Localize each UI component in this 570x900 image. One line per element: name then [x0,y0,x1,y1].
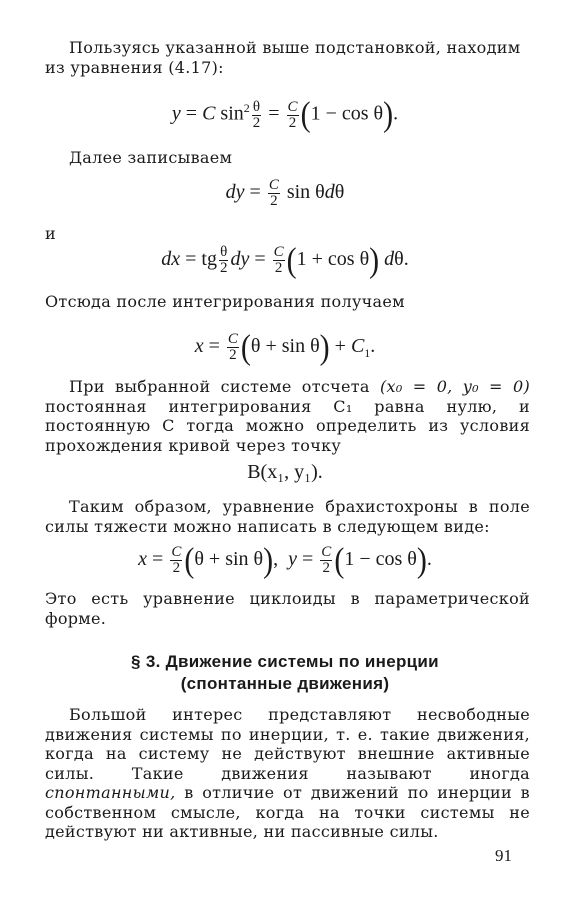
and-text: и [45,224,56,243]
equation-y: y = C $\sin^2$ $\frac{\theta}{2}$ = $\frac{C}{2}$ (1 − cos θ). [171,95,399,134]
origin-paragraph [45,377,530,455]
brachistochrone-paragraph: Таким образом, уравнение брахистохроны в поле силы тяжести можно написать в следующем виде: [45,497,530,536]
point-equation: B(x₁, y₁). [247,461,323,483]
equation-dy: dy = $\frac{C}{2}$ sin θdθ [225,177,345,209]
intro-line-2: из уравнения (4.17): [45,57,224,77]
body-paragraph [45,705,530,842]
intro-paragraph [45,38,530,77]
equation-x: x = $\frac{C}{2}$ $(\theta + \sin \theta) + C_1$. [194,327,376,366]
origin-text-2: постоянная интегрирования C₁ равна нулю, и постоянную C тогда можно определить из условия прохождения кривой через точку [45,396,530,455]
origin-condition: (x₀ = 0, y₀ = 0) [380,377,530,396]
body-italic-term: спонтанными, [45,783,176,802]
section-heading [0,651,570,695]
equation-cycloid: x = $\frac{C}{2}$ (θ + sin θ), y = $\frac{C}{2}$ (1 − cos θ). [138,540,432,579]
section-heading-line-2: (спонтанные движения) [180,674,390,693]
body-text-1: Большой интерес представляют несвободные движения системы по инерции, т. е. такие движения, когда на систему не действуют внешние активные силы. Такие движения называют иногда [45,705,530,783]
body-text-2: в отличие от движений по инерции в собственном смысле, когда на точки системы не действуют ни активные, ни пассивные силы. [45,783,530,841]
intro-line-1: Пользуясь указанной выше подстановкой, находим [69,38,521,57]
after-integration-text: Отсюда после интегрирования получаем [45,292,405,311]
origin-text-1: При выбранной системе отсчета [69,377,370,396]
cycloid-paragraph: Это есть уравнение циклоиды в параметрической форме. [45,589,530,628]
continue-text: Далее записываем [69,148,233,167]
section-heading-line-1: § 3. Движение системы по инерции [131,652,439,671]
page-number: 91 [495,846,512,865]
equation-dx: dx = tg $\frac{\theta}{2}$ dy = $\frac{C}{2}$ (1 + cos θ) dθ. [161,240,409,279]
